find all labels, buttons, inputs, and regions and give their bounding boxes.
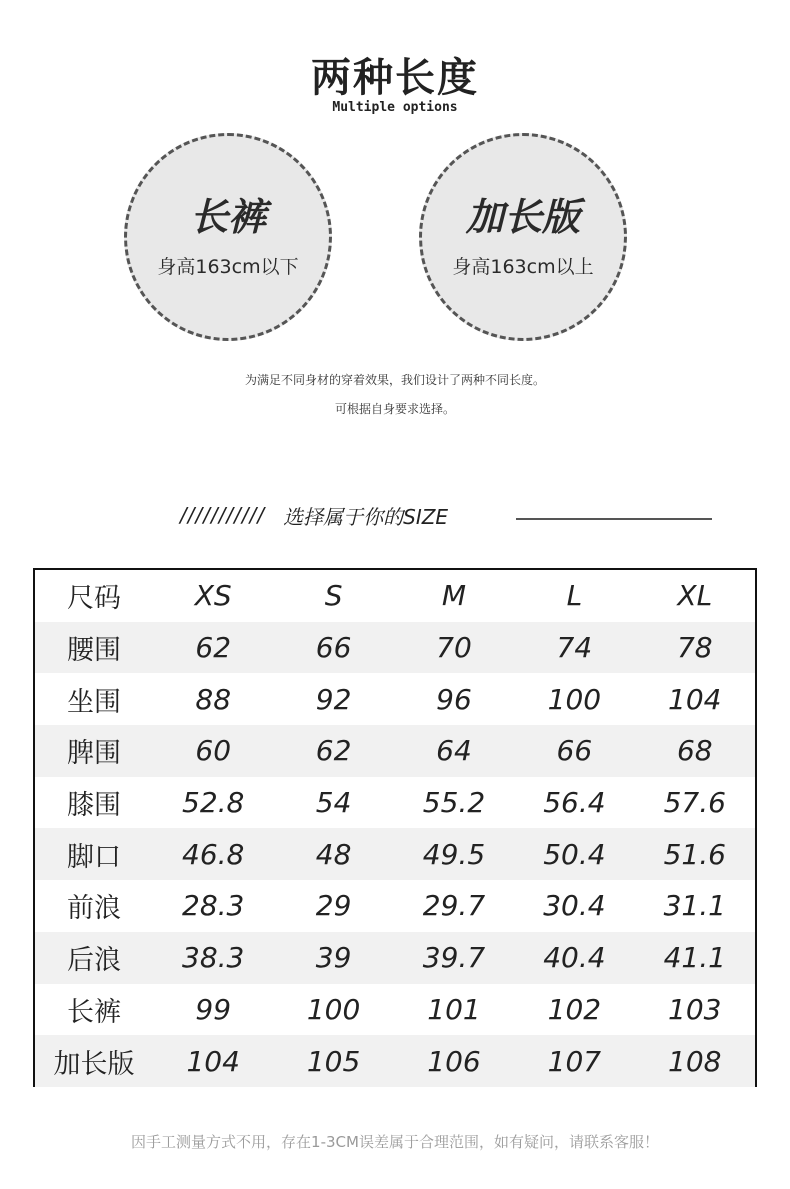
table-cell: 39.7: [394, 932, 514, 984]
table-row: [35, 673, 755, 725]
size-table: [33, 568, 757, 1087]
table-cell: 41.1: [635, 932, 755, 984]
table-cell: 62: [153, 622, 273, 674]
table-row: [35, 622, 755, 674]
table-header-cell: L: [566, 579, 583, 613]
table-cell: 74: [514, 622, 634, 674]
table-row: [35, 777, 755, 829]
option-regular-title: 长裤: [189, 195, 266, 239]
table-cell: 29.7: [422, 889, 486, 923]
table-cell: 51.6: [635, 828, 755, 880]
table-cell: 55.2: [422, 786, 486, 820]
table-row-label: 脚口: [35, 828, 153, 880]
table-cell: 108: [635, 1035, 755, 1087]
table-cell: 49.5: [394, 828, 514, 880]
table-cell: 68: [635, 725, 755, 777]
table-cell: 102: [547, 992, 602, 1026]
table-cell: 54: [315, 786, 352, 820]
page-subtitle: Multiple options: [332, 100, 458, 115]
table-cell: 50.4: [514, 828, 634, 880]
decorative-slashes: ///////////: [180, 503, 266, 527]
table-cell: 92: [315, 682, 352, 716]
table-cell: 31.1: [663, 889, 726, 923]
table-cell: 104: [153, 1035, 273, 1087]
table-cell: 57.6: [663, 786, 726, 820]
table-cell: 28.3: [182, 889, 245, 923]
table-cell: 66: [514, 725, 634, 777]
note-line-1: 为满足不同身材的穿着效果，我们设计了两种不同长度。: [244, 373, 545, 387]
table-cell: 96: [436, 682, 472, 716]
table-cell: 52.8: [182, 786, 245, 820]
table-cell: 78: [635, 622, 755, 674]
table-row: [35, 880, 755, 932]
option-regular-desc: 身高163cm以下: [157, 256, 299, 278]
table-header-row: [35, 570, 755, 622]
footer-note: 因手工测量方式不用，存在1-3CM误差属于合理范围，如有疑问，请联系客服！: [131, 1133, 659, 1151]
table-header-cell: XL: [677, 579, 713, 613]
option-long-desc: 身高163cm以上: [452, 256, 594, 278]
table-row: [35, 828, 755, 880]
table-cell: 64: [394, 725, 514, 777]
table-row: [35, 1035, 755, 1087]
table-cell: 39: [273, 932, 393, 984]
table-row-label: 长裤: [67, 996, 121, 1028]
table-cell: 101: [427, 992, 481, 1026]
table-row-label: 后浪: [35, 932, 153, 984]
table-cell: 40.4: [514, 932, 634, 984]
table-header-cell: XS: [194, 579, 232, 613]
table-cell: 56.4: [543, 786, 606, 820]
table-cell: 104: [668, 682, 722, 716]
size-section-heading: [180, 500, 448, 530]
table-cell: 60: [153, 725, 273, 777]
table-header-cell: M: [441, 579, 467, 613]
table-cell: 38.3: [153, 932, 273, 984]
table-cell: 70: [394, 622, 514, 674]
option-long-circle: [419, 133, 627, 341]
table-row: [35, 984, 755, 1036]
table-cell: 48: [273, 828, 393, 880]
table-row-label: 坐围: [67, 686, 121, 718]
table-row-label: 腰围: [35, 622, 153, 674]
table-cell: 66: [273, 622, 393, 674]
table-header-cell: 尺码: [67, 583, 121, 615]
table-cell: 99: [195, 992, 232, 1026]
table-row-label: 前浪: [67, 893, 121, 925]
table-cell: 88: [195, 682, 232, 716]
table-row: [35, 932, 755, 984]
divider-line: [516, 518, 712, 520]
table-cell: 107: [514, 1035, 634, 1087]
table-row-label: 脾围: [35, 725, 153, 777]
table-row-label: 膝围: [67, 790, 121, 822]
table-cell: 62: [273, 725, 393, 777]
size-section-label: 选择属于你的SIZE: [283, 504, 449, 529]
table-row-label: 加长版: [35, 1035, 153, 1087]
table-cell: 106: [394, 1035, 514, 1087]
note-line-2: 可根据自身要求选择。: [334, 402, 455, 416]
option-long-title: 加长版: [465, 195, 580, 239]
table-cell: 100: [306, 992, 361, 1026]
table-cell: 46.8: [153, 828, 273, 880]
option-regular-circle: [124, 133, 332, 341]
table-cell: 103: [668, 992, 722, 1026]
table-cell: 100: [547, 682, 602, 716]
table-cell: 30.4: [543, 889, 606, 923]
table-cell: 29: [315, 889, 352, 923]
page-title: 两种长度: [311, 55, 479, 101]
table-cell: 105: [273, 1035, 393, 1087]
table-row: [35, 725, 755, 777]
table-header-cell: S: [324, 579, 343, 613]
